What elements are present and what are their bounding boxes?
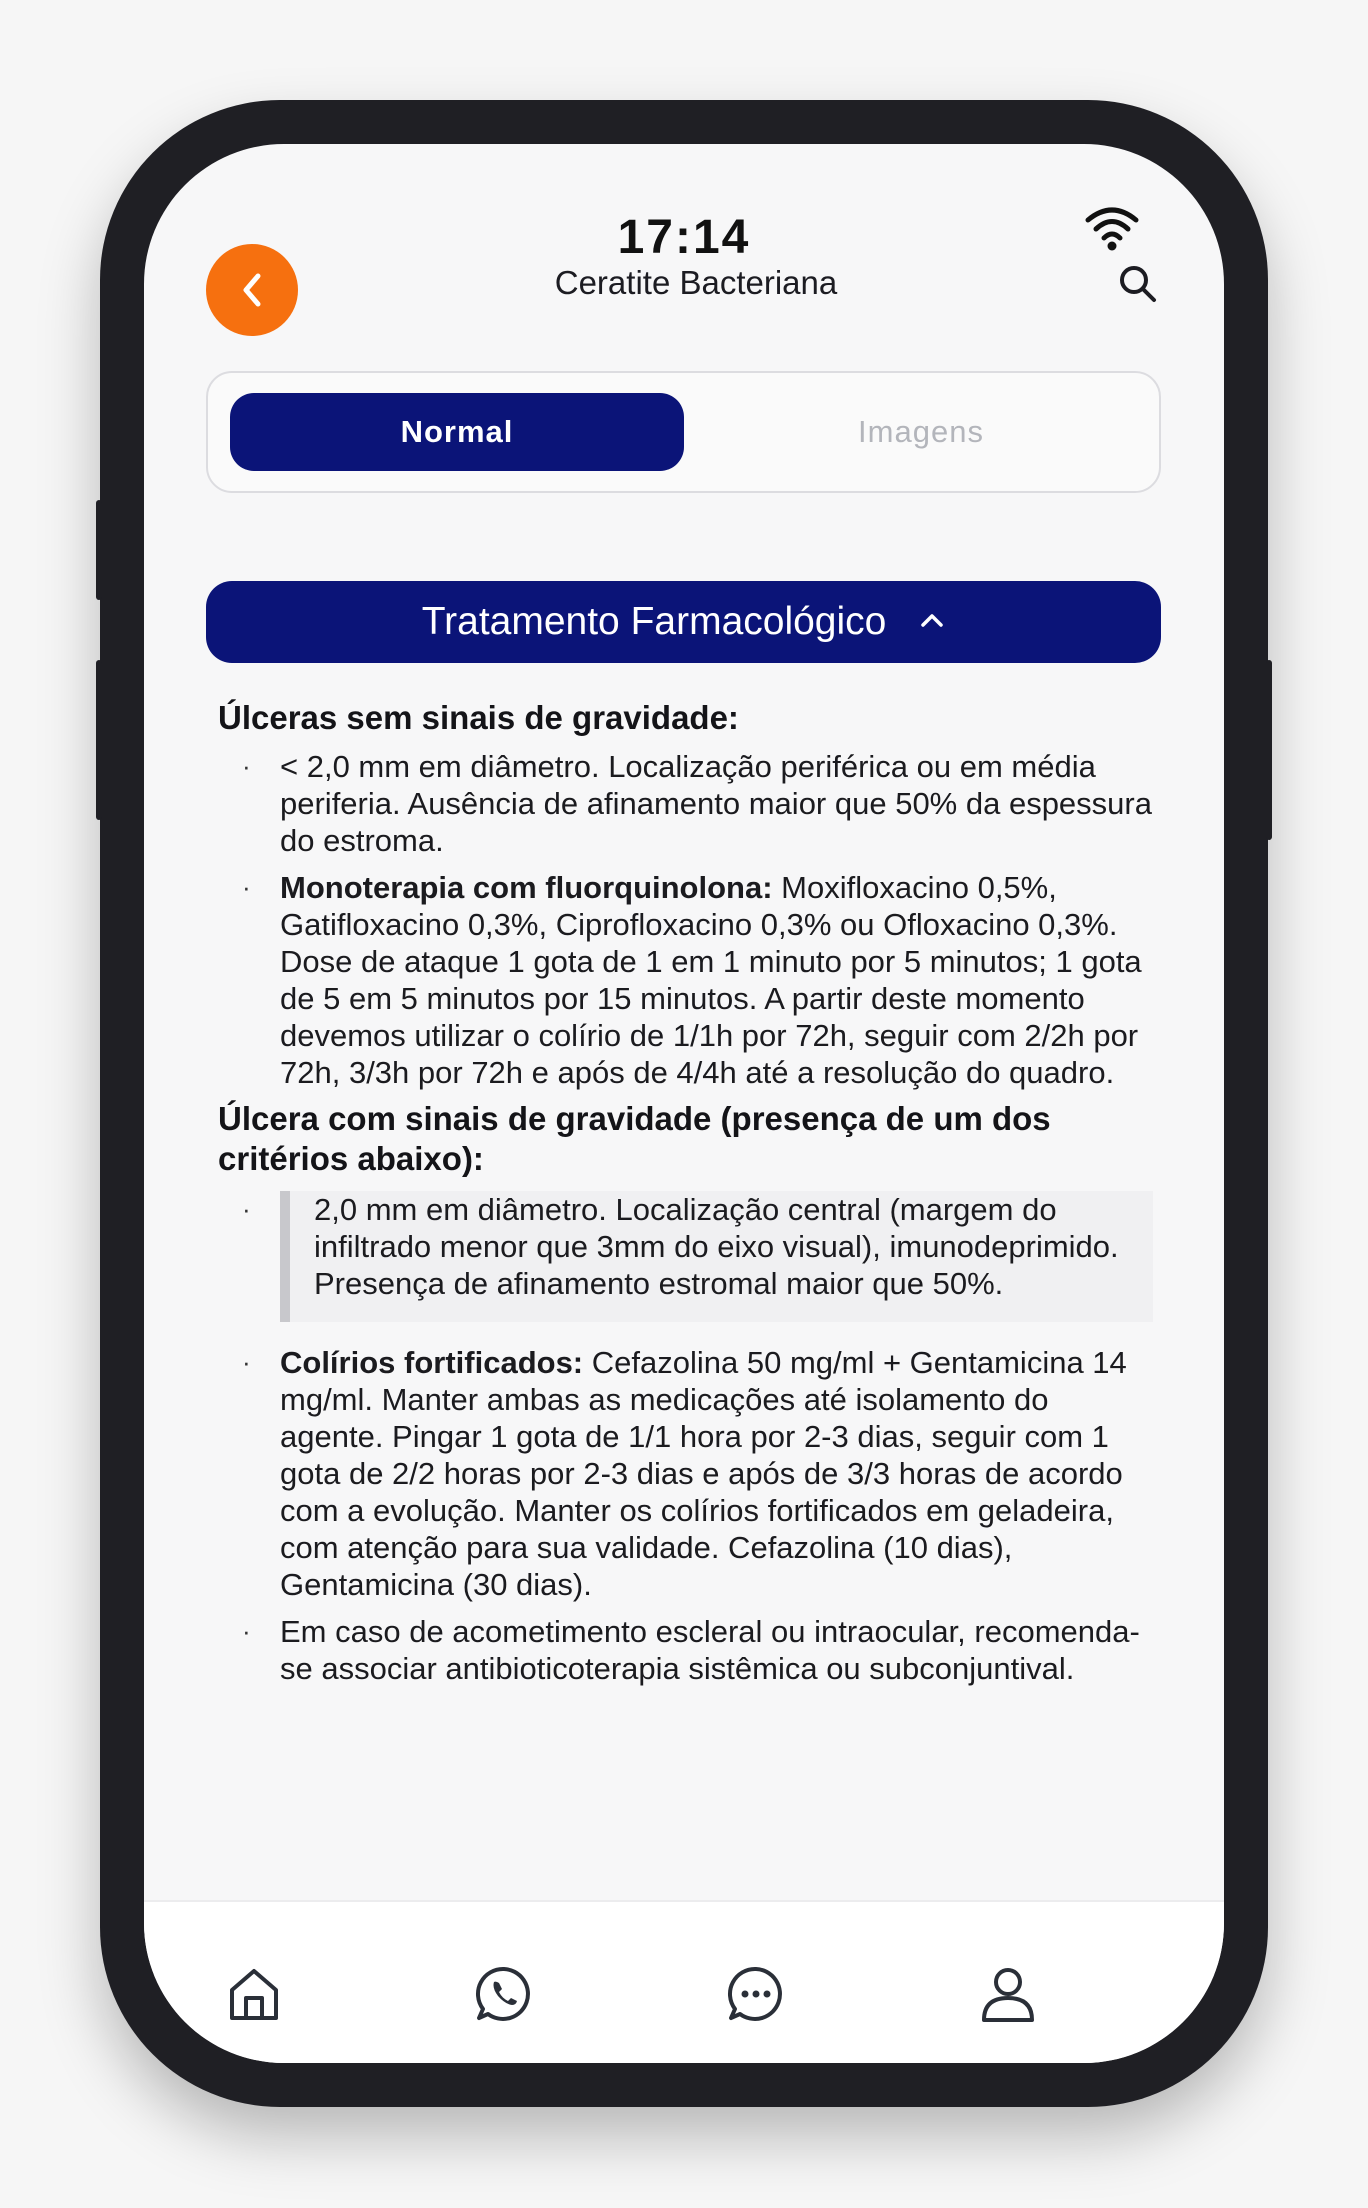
heading-sem-gravidade: Úlceras sem sinais de gravidade: [218,699,739,736]
blockquote [280,1191,1153,1322]
home-icon[interactable] [224,1964,284,2024]
tab-normal[interactable]: Normal [230,393,684,471]
list-item [218,748,1153,859]
list-item-text: < 2,0 mm em diâmetro. Localização periférica ou em média periferia. Ausência de afinamento maior que 50% da espessura do estroma. [280,749,1152,858]
blockquote-text: 2,0 mm em diâmetro. Localização central (margem do infiltrado menor que 3mm do eixo visual), imunodeprimido. Presença de afinamento estromal maior que 50%. [314,1192,1119,1301]
profile-icon[interactable] [978,1964,1038,2024]
list-item [218,1344,1153,1603]
list-item [218,1191,1153,1322]
list-item-text: Cefazolina 50 mg/ml + Gentamicina 14 mg/ml. Manter ambas as medicações até isolamento do agente. Pingar 1 gota de 1/1 hora por 2-3 dias, seguir com 1 gota de 2/2 horas por 2-3 dias e após de 3/3 horas de acordo com a evolução. Manter os colírios fortificados em geladeira, com atenção para sua validade. Cefazolina (10 dias), Gentamicina (30 dias). [280,1345,1127,1602]
bullet: · [242,1347,251,1377]
list-item [218,1613,1153,1687]
volume-up-button [96,500,102,600]
list-item-text: Moxifloxacino 0,5%, Gatifloxacino 0,3%, Ciprofloxacino 0,3% ou Ofloxacino 0,3%. Dose de ataque 1 gota de 1 em 1 minuto por 5 minutos; 1 gota de 5 em 5 minutos por 15 minutos. A partir deste momento devemos utilizar o colírio de 1/1h por 72h, seguir com 2/2h por 72h, 3/3h por 72h e após de 4/4h até a resolução do quadro. [280,870,1142,1090]
bottom-tab-bar [144,1900,1224,2063]
section-title: Tratamento Farmacológico [421,600,887,643]
tab-imagens[interactable]: Imagens [858,414,984,449]
phone-frame [100,100,1268,2107]
list-item [218,869,1153,1091]
app-screen [144,144,1224,2063]
bullet: · [242,1194,251,1224]
page-title: Ceratite Bacteriana [554,264,838,301]
heading-com-gravidade: Úlcera com sinais de gravidade (presença de um dos critérios abaixo): [218,1100,1051,1177]
list-sem-gravidade [218,748,1153,1091]
chat-icon[interactable] [726,1964,786,2024]
chevron-up-icon [919,611,945,629]
wifi-icon [1084,204,1140,252]
bullet: · [242,872,251,902]
whatsapp-icon[interactable] [474,1964,534,2024]
list-item-text: Em caso de acometimento escleral ou intraocular, recomenda-se associar antibioticoterapia sistêmica ou subconjuntival. [280,1614,1140,1686]
list-item-bold: Colírios fortificados: [280,1345,584,1380]
list-com-gravidade [218,1191,1153,1687]
volume-down-button [96,660,102,820]
section-content [218,698,1153,1687]
bullet: · [242,1616,251,1646]
bullet: · [242,751,251,781]
status-time: 17:14 [617,211,751,264]
segmented-control [206,371,1161,493]
list-item-bold: Monoterapia com fluorquinolona: [280,870,773,905]
search-icon[interactable] [1116,262,1160,306]
section-header-tratamento[interactable] [206,581,1161,663]
power-button [1266,660,1272,840]
